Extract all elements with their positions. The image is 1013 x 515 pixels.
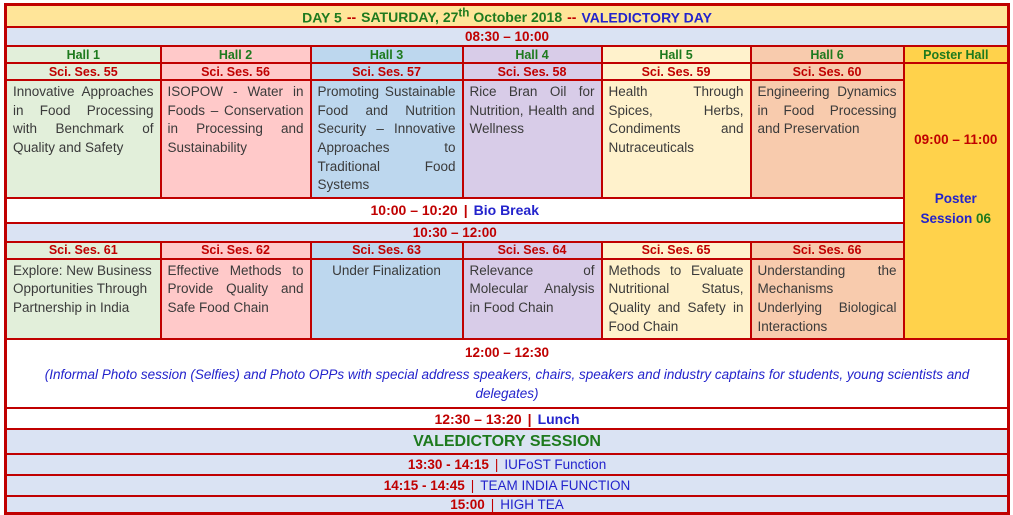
slot2-time: 10:30 – 12:00 <box>6 223 904 242</box>
hall-2-header: Hall 2 <box>161 46 311 63</box>
hall-5-header: Hall 5 <box>602 46 751 63</box>
session-61-id: Sci. Ses. 61 <box>6 242 161 259</box>
lunch-time: 12:30 – 13:20 <box>434 410 522 427</box>
date-text: SATURDAY, 27th October 2018 <box>361 6 563 26</box>
high-tea-time: 15:00 <box>450 497 485 513</box>
midday-session-id-row <box>6 242 1009 259</box>
photo-session-note: (Informal Photo session (Selfies) and Photo OPPs with special address speakers, chairs, speakers and industry captains for students, young scientists and delegates) <box>44 367 970 402</box>
session-65-topic: Methods to Evaluate Nutritional Status, Quality and Safety in Food Chain <box>602 259 751 340</box>
day-label: DAY 5 <box>302 9 342 26</box>
session-65-id: Sci. Ses. 65 <box>602 242 751 259</box>
bio-break-time: 10:00 – 10:20 <box>370 202 458 219</box>
lunch-label: Lunch <box>537 410 580 427</box>
poster-session-label: Poster Session 06 <box>920 191 992 226</box>
session-56-topic: ISOPOW - Water in Foods – Conservation in Processing and Sustainability <box>161 80 311 198</box>
morning-topic-row <box>6 80 1009 198</box>
iufost-function-row <box>6 454 1009 475</box>
photo-session-time: 12:00 – 12:30 <box>464 345 550 361</box>
hall-header-row <box>6 46 1009 63</box>
pipe-separator: | <box>470 478 475 494</box>
morning-session-id-row <box>6 63 1009 80</box>
hall-1-header: Hall 1 <box>6 46 161 63</box>
slot1-time-row <box>6 27 1009 46</box>
midday-topic-row <box>6 259 1009 340</box>
iufost-label: IUFoST Function <box>504 457 607 473</box>
pipe-separator: | <box>490 497 495 513</box>
session-58-id: Sci. Ses. 58 <box>463 63 602 80</box>
pipe-separator: | <box>463 202 468 219</box>
session-66-id: Sci. Ses. 66 <box>751 242 904 259</box>
hall-3-header: Hall 3 <box>311 46 463 63</box>
slot2-time-row <box>6 223 1009 242</box>
photo-session-row <box>6 339 1009 408</box>
title-row <box>6 5 1009 28</box>
lunch <box>6 408 1009 429</box>
day-title <box>6 5 1009 28</box>
session-62-id: Sci. Ses. 62 <box>161 242 311 259</box>
session-56-id: Sci. Ses. 56 <box>161 63 311 80</box>
session-57-id: Sci. Ses. 57 <box>311 63 463 80</box>
photo-session <box>6 339 1009 408</box>
iufost-time: 13:30 - 14:15 <box>407 457 489 473</box>
session-57-topic: Promoting Sustainable Food and Nutrition Security – Innovative Approaches to Traditional Food Systems <box>311 80 463 198</box>
hall-4-header: Hall 4 <box>463 46 602 63</box>
valedictory-session-title: VALEDICTORY SESSION <box>6 429 1009 454</box>
session-64-id: Sci. Ses. 64 <box>463 242 602 259</box>
poster-session-time: 09:00 – 11:00 <box>914 132 998 148</box>
session-63-topic: Under Finalization <box>311 259 463 340</box>
session-60-topic: Engineering Dynamics in Food Processing and Preservation <box>751 80 904 198</box>
bio-break <box>6 198 904 223</box>
schedule-table <box>4 3 1010 515</box>
pipe-separator: | <box>527 410 532 427</box>
poster-hall-header: Poster Hall <box>904 46 1009 63</box>
title-separator: -- <box>346 9 357 26</box>
date-ordinal: th <box>458 6 470 20</box>
session-59-topic: Health Through Spices, Herbs, Condiments and Nutraceuticals <box>602 80 751 198</box>
session-63-id: Sci. Ses. 63 <box>311 242 463 259</box>
session-59-id: Sci. Ses. 59 <box>602 63 751 80</box>
session-64-topic: Relevance of Molecular Analysis in Food Chain <box>463 259 602 340</box>
session-66-topic: Understanding the Mechanisms Underlying Biological Interactions <box>751 259 904 340</box>
session-60-id: Sci. Ses. 60 <box>751 63 904 80</box>
valedictory-row <box>6 429 1009 454</box>
session-62-topic: Effective Methods to Provide Quality and Safe Food Chain <box>161 259 311 340</box>
session-58-topic: Rice Bran Oil for Nutrition, Health and Wellness <box>463 80 602 198</box>
bio-break-row <box>6 198 1009 223</box>
title-separator: -- <box>567 9 577 26</box>
iufost-function <box>6 454 1009 475</box>
slot1-time: 08:30 – 10:00 <box>6 27 1009 46</box>
session-55-topic: Innovative Approaches in Food Processing with Benchmark of Quality and Safety <box>6 80 161 198</box>
session-55-id: Sci. Ses. 55 <box>6 63 161 80</box>
team-india-label: TEAM INDIA FUNCTION <box>480 478 631 494</box>
event-label: VALEDICTORY DAY <box>581 9 712 26</box>
high-tea-label: HIGH TEA <box>500 497 564 513</box>
lunch-row <box>6 408 1009 429</box>
session-61-topic: Explore: New Business Opportunities Through Partnership in India <box>6 259 161 340</box>
team-india-time: 14:15 - 14:45 <box>383 478 465 494</box>
hall-6-header: Hall 6 <box>751 46 904 63</box>
bio-break-label: Bio Break <box>473 202 539 219</box>
poster-session-cell <box>904 63 1009 339</box>
high-tea <box>6 496 1009 514</box>
team-india-function <box>6 475 1009 496</box>
high-tea-row <box>6 496 1009 514</box>
pipe-separator: | <box>494 457 499 473</box>
team-india-function-row <box>6 475 1009 496</box>
